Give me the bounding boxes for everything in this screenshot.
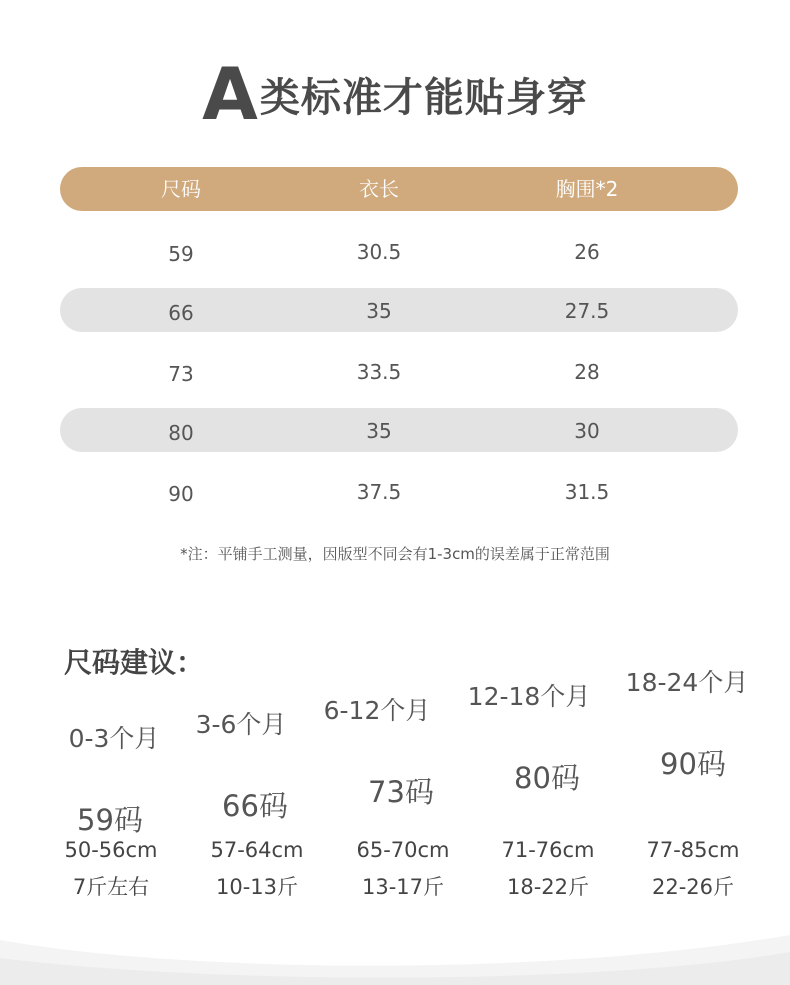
weight-range: 22-26斤 (651, 875, 735, 899)
bottom-wave-decoration (0, 930, 790, 985)
cell-chest: 26 (574, 240, 600, 264)
page-title (0, 52, 790, 136)
table-row (60, 408, 738, 452)
cell-size: 59 (168, 242, 194, 266)
size-label: 59码 (77, 803, 143, 837)
height-range: 71-76cm (501, 838, 595, 862)
height-range: 57-64cm (210, 838, 304, 862)
height-range: 65-70cm (356, 838, 450, 862)
age-range: 6-12个月 (323, 696, 431, 725)
suggestion-title: 尺码建议： (64, 646, 205, 679)
cell-chest: 27.5 (564, 299, 610, 323)
title-text: 类标准才能贴身穿 (259, 74, 588, 121)
cell-length: 33.5 (356, 360, 402, 384)
size-label: 73码 (368, 775, 434, 809)
size-label: 90码 (660, 747, 726, 781)
height-range: 50-56cm (64, 838, 158, 862)
cell-size: 73 (168, 362, 194, 386)
height-range: 77-85cm (646, 838, 740, 862)
header-length: 衣长 (359, 177, 399, 201)
age-range: 0-3个月 (68, 724, 160, 753)
cell-chest: 31.5 (564, 480, 610, 504)
cell-length: 35 (366, 419, 392, 443)
title-letter: A (202, 52, 256, 136)
weight-range: 13-17斤 (361, 875, 445, 899)
table-row (60, 230, 738, 274)
cell-size: 90 (168, 482, 194, 506)
age-range: 3-6个月 (195, 710, 287, 739)
weight-range: 10-13斤 (215, 875, 299, 899)
size-table-header (60, 167, 738, 211)
cell-length: 37.5 (356, 480, 402, 504)
header-size: 尺码 (161, 177, 201, 201)
cell-chest: 28 (574, 360, 600, 384)
table-row (60, 288, 738, 332)
age-range: 18-24个月 (625, 668, 749, 697)
table-row (60, 470, 738, 514)
size-label: 66码 (222, 789, 288, 823)
cell-length: 30.5 (356, 240, 402, 264)
age-range: 12-18个月 (467, 682, 591, 711)
header-chest: 胸围*2 (555, 177, 619, 201)
weight-range: 7斤左右 (72, 875, 150, 899)
cell-chest: 30 (574, 419, 600, 443)
cell-size: 80 (168, 421, 194, 445)
table-row (60, 350, 738, 394)
measurement-note: *注：平铺手工测量，因版型不同会有1-3cm的误差属于正常范围 (180, 545, 610, 563)
cell-size: 66 (168, 301, 194, 325)
size-label: 80码 (514, 761, 580, 795)
weight-range: 18-22斤 (506, 875, 590, 899)
cell-length: 35 (366, 299, 392, 323)
